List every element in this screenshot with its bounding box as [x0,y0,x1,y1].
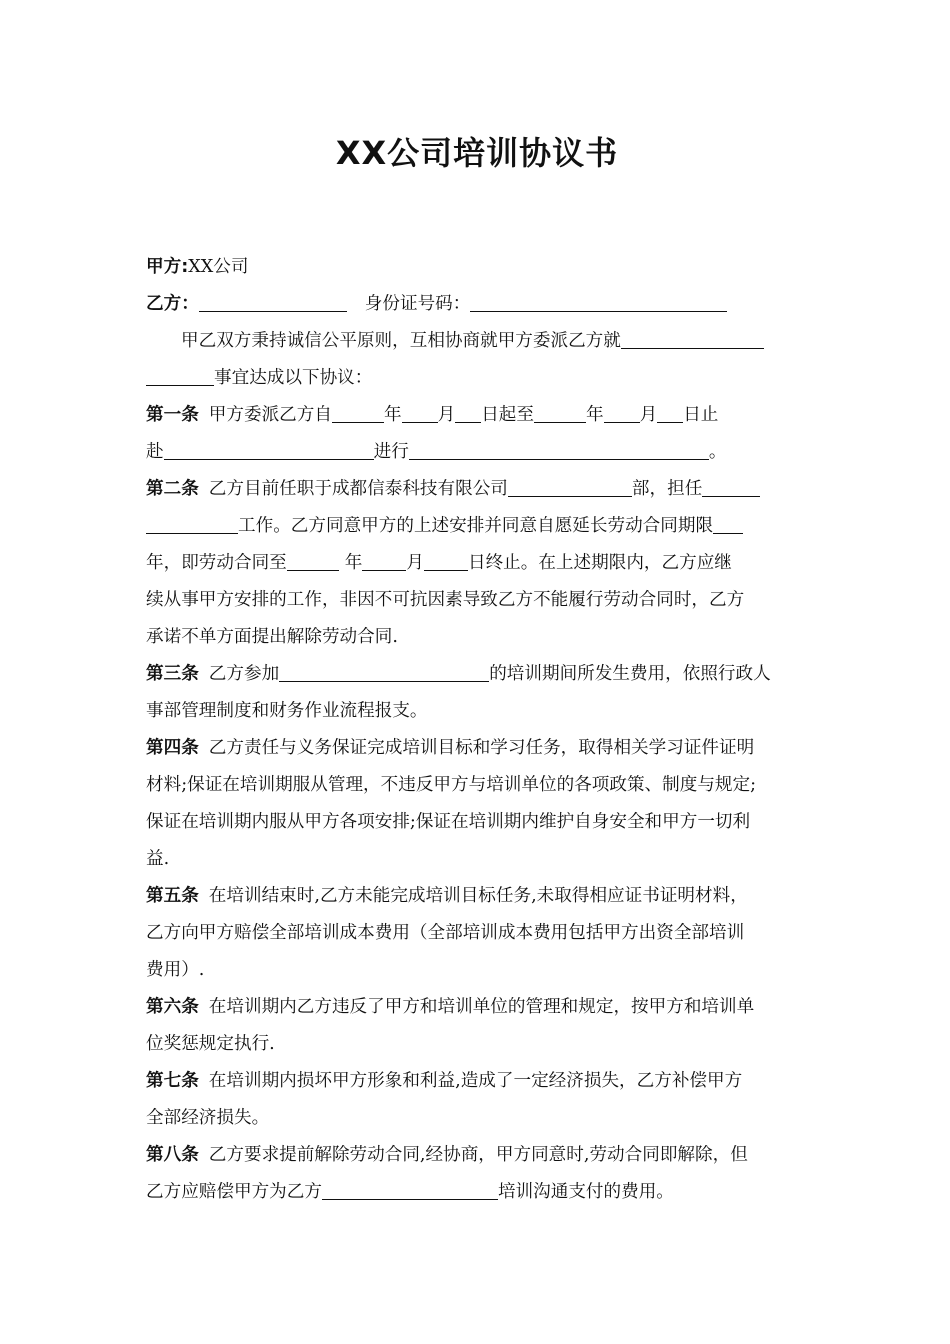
intro-text-1: 甲乙双方秉持诚信公平原则，互相协商就甲方委派乙方就 [181,331,621,351]
department-blank[interactable] [508,478,632,497]
position-blank-cont[interactable] [146,515,238,534]
article-8-text: 乙方应赔偿甲方为乙方 [146,1182,322,1202]
article-4-line-4: 益. [146,849,170,869]
article-2-line-1 [146,471,808,508]
month-label: 月 [406,553,424,573]
intro-matter-blank-cont[interactable] [146,367,214,386]
carry-out-label: 进行 [373,442,409,462]
article-1-label: 第一条 [146,405,199,425]
document-body [146,249,808,1211]
contract-month-blank[interactable] [362,552,406,571]
article-2-text: 乙方目前任职于成都信泰科技有限公司 [208,479,508,499]
article-4-line-2: 材料;保证在培训期服从管理，不违反甲方与培训单位的各项政策、制度与规定; [146,775,757,795]
article-1-text: 甲方委派乙方自 [208,405,332,425]
start-month-blank[interactable] [402,404,438,423]
start-year-blank[interactable] [332,404,384,423]
training-cost-blank[interactable] [322,1181,498,1200]
article-5-line-3: 费用）. [146,960,205,980]
department-label: 部，担任 [631,479,703,499]
month-label: 月 [437,405,456,425]
intro-text-2: 事宜达成以下协议： [214,368,373,388]
article-8-line-2 [146,1174,808,1211]
activity-blank[interactable] [409,441,709,460]
article-5-text: 在培训结束时,乙方未能完成培训目标任务,未取得相应证书证明材料， [208,886,748,906]
party-b-label: 乙方： [146,294,199,314]
article-4-line-3: 保证在培训期内服从甲方各项安排;保证在培训期内维护自身安全和甲方一切利 [146,812,751,832]
document-title: XX公司培训协议书 [335,134,619,172]
contract-day-blank[interactable] [424,552,468,571]
id-number-label: 身份证号码： [364,294,471,314]
article-6-line-2: 位奖惩规定执行. [146,1034,275,1054]
party-a-value: XX公司 [188,257,249,277]
article-1-line-2 [146,434,808,471]
article-7-label: 第七条 [146,1071,199,1091]
day-from-label: 日起至 [481,405,534,425]
go-to-label: 赴 [146,442,164,462]
article-3-label: 第三条 [146,664,199,684]
intro-matter-blank[interactable] [621,330,764,349]
intro-line-2 [146,360,808,397]
article-7-line-1 [146,1063,808,1100]
party-b-name-blank[interactable] [199,293,347,312]
article-2-line-3 [146,545,808,582]
article-6-text: 在培训期内乙方违反了甲方和培训单位的管理和规定，按甲方和培训单 [208,997,755,1017]
party-a-label: 甲方: [146,257,189,277]
day-to-label: 日止 [683,405,719,425]
article-2-line-4: 续从事甲方安排的工作，非因不可抗因素导致乙方不能履行劳动合同时，乙方 [146,590,745,610]
article-2-text: 日终止。在上述期限内，乙方应继 [467,553,732,573]
article-3-text: 乙方参加 [208,664,280,684]
article-2-line-5: 承诺不单方面提出解除劳动合同. [146,627,398,647]
start-day-blank[interactable] [455,404,481,423]
year-label: 年 [383,405,402,425]
article-5-line-1 [146,878,808,915]
month-label: 月 [639,405,658,425]
id-number-blank[interactable] [470,293,727,312]
article-2-label: 第二条 [146,479,199,499]
period-mark: 。 [708,442,727,462]
article-2-text: 工作。乙方同意甲方的上述安排并同意自愿延长劳动合同期限 [238,516,714,536]
article-1-line-1 [146,397,808,434]
article-8-text: 乙方要求提前解除劳动合同,经协商，甲方同意时,劳动合同即解除，但 [208,1145,748,1165]
year-label: 年 [344,553,363,573]
party-b-line [146,286,808,323]
article-6-line-1 [146,989,808,1026]
extension-years-blank[interactable] [713,515,743,534]
end-year-blank[interactable] [534,404,586,423]
end-month-blank[interactable] [604,404,640,423]
article-3-line-1 [146,656,808,693]
end-day-blank[interactable] [657,404,683,423]
year-label: 年 [585,405,604,425]
position-blank[interactable] [702,478,760,497]
article-4-text: 乙方责任与义务保证完成培训目标和学习任务，取得相关学习证件证明 [208,738,755,758]
article-2-text: 年，即劳动合同至 [146,553,287,573]
article-5-line-2: 乙方向甲方赔偿全部培训成本费用（全部培训成本费用包括甲方出资全部培训 [146,923,745,943]
article-3-text: 的培训期间所发生费用，依照行政人 [489,664,771,684]
article-2-line-2 [146,508,808,545]
training-name-blank[interactable] [279,663,489,682]
party-a-line [146,249,808,286]
article-4-label: 第四条 [146,738,199,758]
article-7-line-2: 全部经济损失。 [146,1108,270,1128]
article-8-line-1 [146,1137,808,1174]
destination-blank[interactable] [164,441,374,460]
article-6-label: 第六条 [146,997,199,1017]
intro-line-1 [146,323,808,360]
article-7-text: 在培训期内损坏甲方形象和利益,造成了一定经济损失，乙方补偿甲方 [208,1071,743,1091]
article-3-line-2: 事部管理制度和财务作业流程报支。 [146,701,428,721]
contract-year-blank[interactable] [287,552,339,571]
article-4-line-1 [146,730,808,767]
article-8-label: 第八条 [146,1145,199,1165]
article-8-text: 培训沟通支付的费用。 [497,1182,674,1202]
article-5-label: 第五条 [146,886,199,906]
